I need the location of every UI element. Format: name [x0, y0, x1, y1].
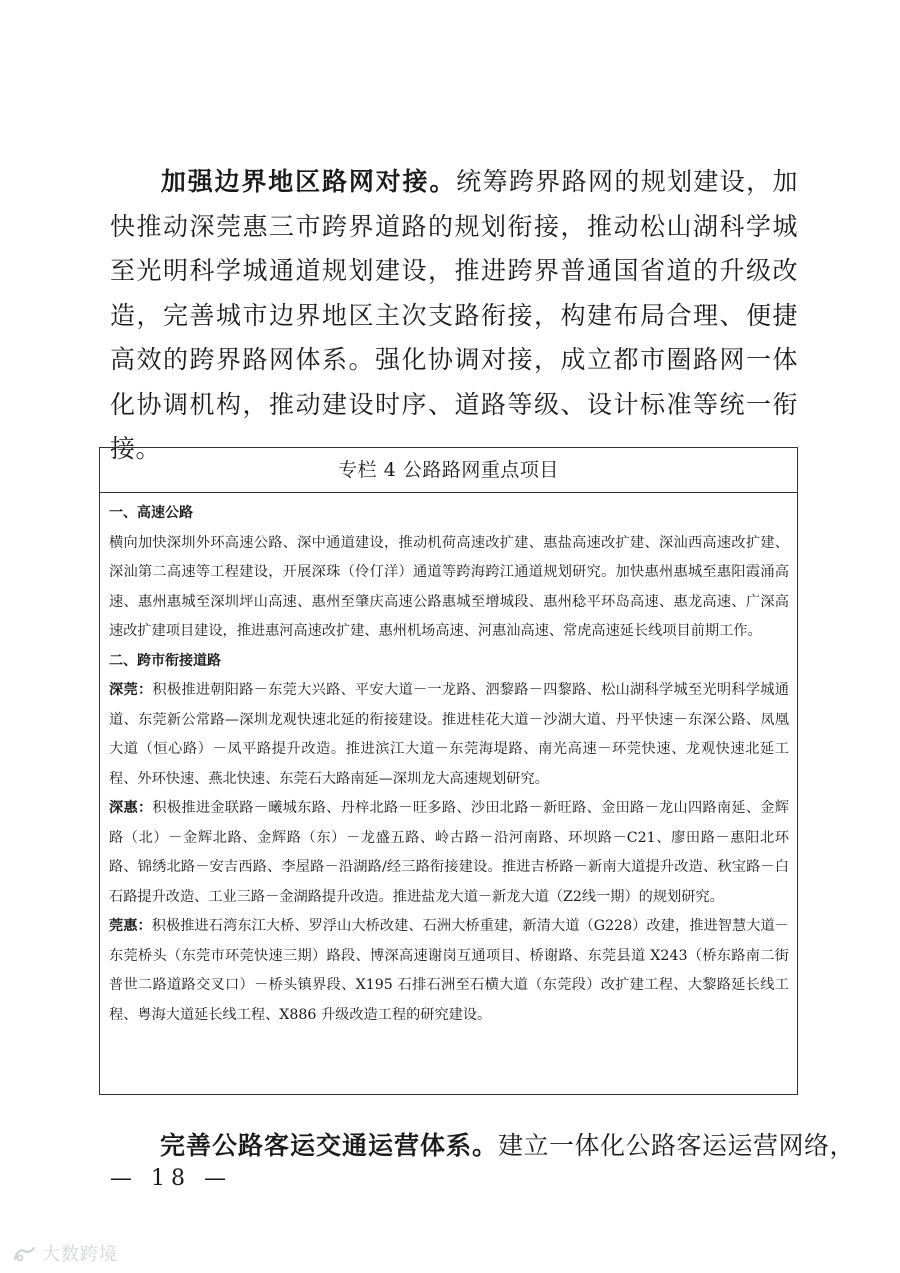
region-label: 莞惠： [109, 918, 152, 934]
region-text: 积极推进朝阳路－东莞大兴路、平安大道－一龙路、泗黎路－四黎路、松山湖科学城至光明科学城通道、东莞新公常路—深圳龙观快速北延的衔接建设。推进桂花大道－沙湖大道、丹平快速－东深公路、凤凰大道（恒心路）－凤平路提升改造。推进滨江大道－东莞海堤路、南光高速－环莞快速、龙观快速北延工程、外环快速、燕北快速、东莞石大路南延—深圳龙大高速规划研究。 [109, 682, 789, 787]
paragraph-heading: 加强边界地区路网对接。 [160, 167, 457, 196]
region-item [109, 912, 789, 1030]
column-box [99, 447, 798, 1095]
section-title-cross-city-roads: 二、跨市衔接道路 [109, 652, 221, 669]
paragraph-heading: 完善公路客运交通运营体系。 [160, 1131, 499, 1160]
section-title-expressway: 一、高速公路 [109, 505, 193, 521]
region-label: 深惠： [109, 800, 153, 816]
paragraph-road-network [110, 160, 798, 472]
region-item [109, 676, 789, 794]
paragraph-text: 统筹跨界路网的规划建设，加快推动深莞惠三市跨界道路的规划衔接，推动松山湖科学城至光明科学城通道规划建设，推进跨界普通国省道的升级改造，完善城市边界地区主次支路衔接，构建布局合理、便捷高效的跨界路网体系。强化协调对接，成立都市圈路网一体化协调机构，推动建设时序、道路等级、设计标准等统一衔接。 [110, 167, 798, 463]
region-text: 积极推进金联路－曦城东路、丹梓北路－旺多路、沙田北路－新旺路、金田路－龙山四路南延、金辉路（北）－金辉北路、金辉路（东）－龙盛五路、岭古路－沿河南路、环坝路－C21、廖田路－惠阳北环路、锦绣北路－安吉西路、李屋路－沿湖路/经三路衔接建设。推进吉桥路－新南大道提升改造、秋宝路－白石路提升改造、工业三路－金湖路提升改造。推进盐龙大道－新龙大道（Z2线一期）的规划研究。 [109, 800, 789, 905]
paragraph-passenger-transport [110, 1124, 856, 1169]
watermark [12, 1240, 118, 1266]
section-text-expressway: 横向加快深圳外环高速公路、深中通道建设，推动机荷高速改扩建、惠盐高速改扩建、深汕西高速改扩建、深汕第二高速等工程建设，开展深珠（伶仃洋）通道等跨海跨江通道规划研究。加快惠州惠城至惠阳霞涌高速、惠州惠城至深圳坪山高速、惠州至肇庆高速公路惠城至增城段、惠州稔平环岛高速、惠龙高速、广深高速改扩建项目建设，推进惠河高速改扩建、惠州机场高速、河惠汕高速、常虎高速延长线项目前期工作。 [109, 534, 789, 639]
column-box-body [100, 493, 797, 1030]
page-number: — 18 — [110, 1166, 232, 1191]
paragraph-text: 建立一体化公路客运运营网络， [498, 1131, 856, 1160]
watermark-text: 大数跨境 [42, 1244, 118, 1265]
region-item [109, 794, 789, 912]
region-text: 积极推进石湾东江大桥、罗浮山大桥改建、石洲大桥重建，新清大道（G228）改建，推进智慧大道－东莞桥头（东莞市环莞快速三期）路段、博深高速谢岗互通项目、桥谢路、东莞县道 X243（桥东路南二街普世二路道路交叉口）－桥头镇界段、X195 石排石洲至石横大道（东莞段）改扩建工程、大黎路延长线工程、粤海大道延长线工程、X886 升级改造工程的研究建设。 [109, 918, 789, 1023]
region-label: 深莞： [109, 682, 153, 698]
brand-logo-icon [12, 1245, 38, 1263]
column-box-title: 专栏 4 公路路网重点项目 [100, 448, 797, 493]
